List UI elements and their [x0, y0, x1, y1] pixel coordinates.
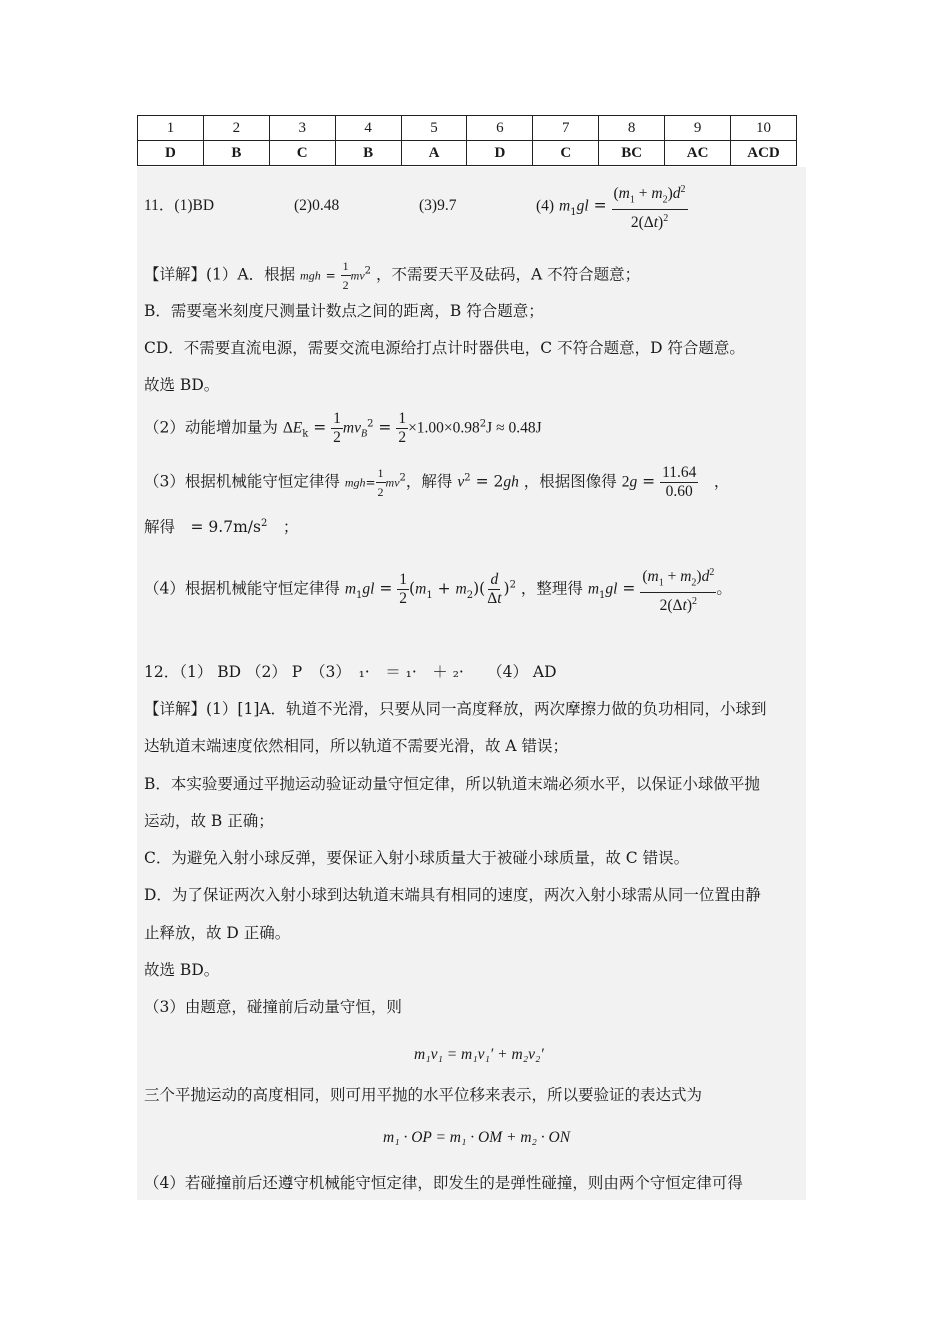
- q11-detail-7: 解得 = $9.7m/s^2$ ；: [144, 518, 299, 537]
- q11-detail-7-text: 解得 = 9.7m/s: [144, 518, 261, 537]
- q12-detail-10: 三个平抛运动的高度相同，则可用平抛的水平位移来表示，所以要验证的表达式为: [144, 1086, 703, 1104]
- answer-cell: B: [203, 141, 269, 166]
- answer-table: [137, 115, 797, 166]
- q11-answer-4-label: (4): [536, 197, 555, 215]
- q11-answer-1: 11．(1)BD: [144, 197, 215, 214]
- q11-detail-4: 故选 BD。: [144, 376, 220, 394]
- q11-detail-1: 【详解】(1）A．根据 mgh = $\frac{1}{2}$ $mv^2$ ，不需要天平及砝码，A 不符合题意；: [144, 259, 641, 292]
- q11-detail-6-graph: ，根据图像得: [523, 472, 617, 491]
- question-number: 3: [269, 116, 335, 141]
- q11-detail-6-numerator: 11.64: [662, 464, 697, 481]
- q12-detail-6: D．为了保证两次入射小球到达轨道末端具有相同的速度，两次入射小球需从同一位置由静: [144, 886, 761, 904]
- q11-detail-6-text: （3）根据机械能守恒定律得: [144, 472, 340, 491]
- q12-detail-9: （3）由题意，碰撞前后动量守恒，则: [144, 998, 402, 1016]
- q11-answer-2: (2)0.48: [294, 197, 340, 214]
- question-number: 1: [138, 116, 204, 141]
- q11-detail-6-mid: ，解得: [405, 472, 453, 491]
- question-number: 6: [467, 116, 533, 141]
- q11-detail-1-tail: ，不需要天平及砝码，A 不符合题意；: [375, 265, 641, 284]
- q11-detail-5-text: （2）动能增加量为: [144, 418, 278, 437]
- answer-cell: ACD: [731, 141, 797, 166]
- q11-detail-2: B．需要毫米刻度尺测量计数点之间的距离，B 符合题意；: [144, 302, 544, 320]
- q11-answer-3: (3)9.7: [419, 197, 457, 214]
- answer-cell: BC: [599, 141, 665, 166]
- q12-detail-3: B．本实验要通过平抛运动验证动量守恒定律，所以轨道末端必须水平，以保证小球做平抛: [144, 775, 760, 793]
- q12-detail-4: 运动，故 B 正确；: [144, 812, 274, 830]
- q11-detail-6-denominator: 0.60: [665, 483, 693, 500]
- answer-table-answer-row: [138, 141, 797, 166]
- q11-detail-6: （3）根据机械能守恒定律得 mgh= $\frac{1}{2}$ $mv^2$，解得 $v^2 = 2gh$ ，根据图像得 2g = $\frac{11.64}{0.60}$ ，: [144, 464, 730, 500]
- q11-detail-5: （2）动能增加量为 $\Delta E_k$ = $\frac{1}{2}$ $mv_B^2$ = $\frac{1}{2}$ $\times 1.00\times 0.98^2J \approx 0.48J$: [144, 410, 542, 446]
- answer-cell: A: [401, 141, 467, 166]
- question-number: 9: [665, 116, 731, 141]
- q11-detail-8: （4）根据机械能守恒定律得 $m_1gl$ = $\frac{1}{2}$ $(m_1 + m_2)$( $\frac{d}{\Delta t}$ )$^2$ ，整理得 $m_1gl$ = $\frac{(m_1 + m_2)d^2}{2(\Delta t)^2}$ 。: [144, 564, 732, 615]
- answer-cell: C: [533, 141, 599, 166]
- q11-answer-4: (4) $m_1gl$ = $\frac{(m_1 + m_2)d^2}{2(\Delta t)^2}$: [536, 181, 688, 232]
- q11-detail-5-calc: ×1.00×0.98: [408, 419, 480, 437]
- q11-detail-3: CD．不需要直流电源，需要交流电源给打点计时器供电，C 不符合题意，D 符合题意。: [144, 339, 745, 357]
- question-number: 5: [401, 116, 467, 141]
- displacement-equation: m₁ · OP = m₁ · OM + m₂ · ON: [383, 1129, 571, 1146]
- answer-cell: B: [335, 141, 401, 166]
- question-number: 10: [731, 116, 797, 141]
- question-number: 2: [203, 116, 269, 141]
- q11-detail-1-text: 【详解】(1）A．根据: [144, 265, 296, 284]
- question-number: 8: [599, 116, 665, 141]
- question-number: 7: [533, 116, 599, 141]
- q12-detail-2: 达轨道末端速度依然相同，所以轨道不需要光滑，故 A 错误；: [144, 737, 569, 755]
- question-number: 4: [335, 116, 401, 141]
- q12-detail-11: （4）若碰撞前后还遵守机械能守恒定律，即发生的是弹性碰撞，则由两个守恒定律可得: [144, 1174, 743, 1192]
- answer-cell: D: [138, 141, 204, 166]
- answer-cell: AC: [665, 141, 731, 166]
- answer-table-number-row: [138, 116, 797, 141]
- q11-detail-5-result: J ≈ 0.48J: [486, 419, 542, 437]
- q12-detail-5: C．为避免入射小球反弹，要保证入射小球质量大于被碰小球质量，故 C 错误。: [144, 849, 690, 867]
- q11-detail-8-text: （4）根据机械能守恒定律得: [144, 579, 340, 598]
- answer-cell: D: [467, 141, 533, 166]
- q12-detail-1: 【详解】(1）[1]A．轨道不光滑，只要从同一高度释放，两次摩擦力做的负功相同，小球到: [144, 700, 767, 718]
- q12-answer-line: 12．（1） BD （2） P （3） ₁· ＝ ₁· ＋ ₂· （4） AD: [144, 663, 557, 681]
- q12-detail-8: 故选 BD。: [144, 961, 220, 979]
- q12-detail-7: 止释放，故 D 正确。: [144, 924, 291, 942]
- q11-detail-8-tail: ，整理得: [520, 579, 583, 598]
- answer-cell: C: [269, 141, 335, 166]
- momentum-equation: m₁v₁ = m₁v₁′ + m₂v₂′: [414, 1046, 544, 1063]
